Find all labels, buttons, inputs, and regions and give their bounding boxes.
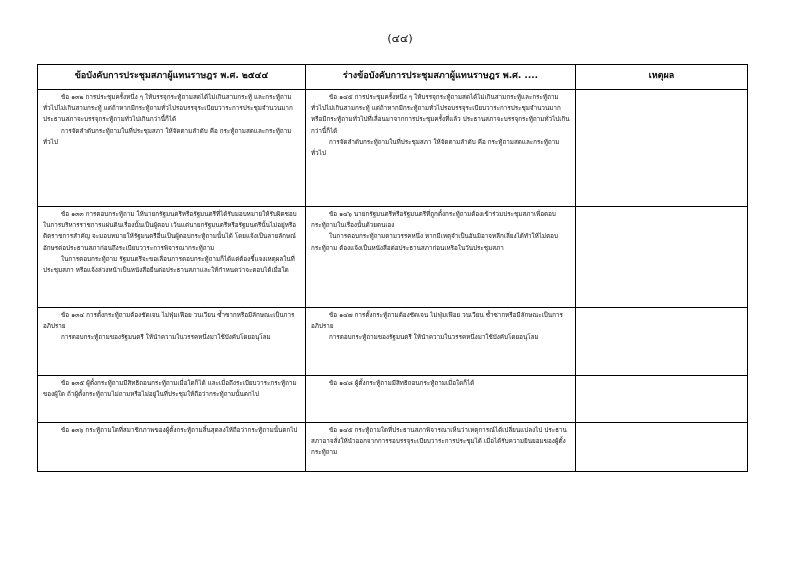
draft-rule-cell	[306, 376, 576, 423]
page-number: (๔๔)	[387, 32, 413, 45]
reason-cell	[576, 90, 748, 207]
draft-rule-cell	[306, 207, 576, 308]
current-rule-cell	[38, 90, 306, 207]
draft-rule-cell	[306, 308, 576, 376]
clause-text: การจัดลำดับกระทู้ถามในที่ประชุมสภา ให้จัดตามลำดับ คือ กระทู้ถามสดและกระทู้ถามทั่วไป	[43, 127, 292, 146]
table-row	[38, 308, 748, 376]
clause-text: การจัดลำดับกระทู้ถามในที่ประชุมสภา ให้จัดตามลำดับ คือ กระทู้ถามสดและกระทู้ถามทั่วไป	[311, 138, 560, 158]
clause-text: ข้อ ๑๓๓ การตอบกระทู้ถาม ให้นายกรัฐมนตรีหรือรัฐมนตรีที่ได้รับมอบหมายให้รับผิดชอบในการบริหารราชการแผ่นดินเรื่องนั้นเป็นผู้ตอบ เว้นแต่นายกรัฐมนตรีหรือรัฐมนตรีนั้นไม่อยู่หรือติดราชการสำคัญ จะมอบหมายให้รัฐมนตรีอื่นเป็นผู้ตอบกระทู้ถามนั้นได้ โดยแจ้งเป็นลายลักษณ์อักษรต่อประธานสภาก่อนถึงระเบียบวาระการพิจารณากระทู้ถาม	[43, 211, 297, 252]
current-rule-cell	[38, 207, 306, 308]
reason-cell	[576, 423, 748, 472]
table-row	[38, 423, 748, 472]
comparison-table	[37, 64, 748, 472]
clause-text: ข้อ ๑๓๒ การประชุมครั้งหนึ่ง ๆ ให้บรรจุกระทู้ถามสดได้ไม่เกินสามกระทู้ และกระทู้ถามทั่วไปไม่เกินสามกระทู้ แต่ถ้าหากมีกระทู้ถามทั่วไปรอบรรจุระเบียบวาระการประชุมจำนวนมาก ประธานสภาจะบรรจุกระทู้ถามทั่วไปเกินกว่านี้ก็ได้	[43, 94, 293, 124]
reason-cell	[576, 376, 748, 423]
clause-text: ข้อ ๑๔๕ การประชุมครั้งหนึ่ง ๆ ให้บรรจุกระทู้ถามสดได้ไม่เกินสามกระทู้และกระทู้ถามทั่วไปไม่เกินสามกระทู้ แต่ถ้าหากมีกระทู้ถามทั่วไปรอบรรจุระเบียบวาระการประชุมจำนวนมากหรือมีกระทู้ถามทั่วไปที่เลื่อนมาจากการประชุมครั้งที่แล้ว ประธานสภาจะบรรจุกระทู้ถามทั่วไปเกินกว่านี้ก็ได้	[311, 94, 570, 135]
clause-text: ข้อ ๑๔๘ ผู้ตั้งกระทู้ถามมีสิทธิถอนกระทู้ถามเมื่อใดก็ได้	[329, 380, 475, 387]
draft-rule-cell	[306, 423, 576, 472]
header-draft-rules: ร่างข้อบังคับการประชุมสภาผู้แทนราษฎร พ.ศ. ....	[306, 65, 576, 90]
clause-text: การตอบกระทู้ถามของรัฐมนตรี ให้นำความในวรรคหนึ่งมาใช้บังคับโดยอนุโลม	[61, 334, 271, 342]
clause-text: ข้อ ๑๓๕ ผู้ตั้งกระทู้ถามมีสิทธิถอนกระทู้ถามเมื่อใดก็ได้ และเมื่อถึงระเบียบวาระกระทู้ถามของผู้ใด ถ้าผู้ตั้งกระทู้ถามไม่ถามหรือไม่อยู่ในที่ประชุมให้ถือว่ากระทู้ถามนั้นตกไป	[43, 380, 297, 399]
header-reason: เหตุผล	[576, 65, 748, 90]
draft-rule-cell	[306, 90, 576, 207]
current-rule-cell	[38, 376, 306, 423]
table-row	[38, 376, 748, 423]
clause-text: ข้อ ๑๓๖ กระทู้ถามใดที่สมาชิกภาพของผู้ตั้งกระทู้ถามสิ้นสุดลงให้ถือว่ากระทู้ถามนั้นตกไป	[61, 427, 298, 434]
current-rule-cell	[38, 308, 306, 376]
table-row	[38, 207, 748, 308]
clause-text: ในการตอบกระทู้ถามตามวรรคหนึ่ง หากมีเหตุจำเป็นอันมิอาจหลีกเลี่ยงได้ทำให้ไม่ตอบกระทู้ถาม ต้องแจ้งเป็นหนังสือต่อประธานสภาก่อนเหริอในวันประชุมสภา	[311, 233, 558, 252]
clause-text: การตอบกระทู้ถามของรัฐมนตรี ให้นำความในวรรคหนึ่งมาใช้บังคับโดยอนุโลม	[329, 334, 539, 342]
clause-text: ในการตอบกระทู้ถาม รัฐมนตรีจะขอเลื่อนการตอบกระทู้ถามก็ได้แต่ต้องชี้แจงเหตุผลในที่ประชุมสภา หรือแจ้งล่วงหน้าเป็นหนังสือยื่นต่อประธานสภาและให้กำหนดว่าจะตอบได้เมื่อใด	[43, 255, 295, 275]
clause-text: ข้อ ๑๓๔ การตั้งกระทู้ถามต้องชัดเจน ไม่ฟุ่มเฟือย วนเวียน ซ้ำซากหรือมีลักษณะเป็นการอภิปราย	[43, 312, 295, 331]
reason-cell	[576, 308, 748, 376]
header-current-rules: ข้อบังคับการประชุมสภาผู้แทนราษฎร พ.ศ. ๒๕๔๔	[38, 65, 306, 90]
current-rule-cell	[38, 423, 306, 472]
table-row	[38, 90, 748, 207]
clause-text: ข้อ ๑๔๖ นายกรัฐมนตรีหรือรัฐมนตรีที่ถูกตั้งกระทู้ถามต้องเข้าร่วมประชุมสภาเพื่อตอบกระทู้ถามในเรื่องนั้นด้วยตนเอง	[311, 211, 556, 230]
table-header-row	[38, 65, 748, 90]
clause-text: ข้อ ๑๔๗ การตั้งกระทู้ถามต้องชัดเจน ไม่ฟุ่มเฟือย วนเวียน ซ้ำซากหรือมีลักษณะเป็นการอภิปราย	[311, 312, 563, 331]
clause-text: ข้อ ๑๔๕ กระทู้ถามใดที่ประธานสภาพิจารณาเห็นว่าเหตุการณ์ได้เปลี่ยนแปลงไป ประธานสภาอาจสั่งให้นำออกจากการรอบรรจุระเบียบวาระการประชุมได้ เมื่อได้รับความยินยอมของผู้ตั้งกระทู้ถาม	[311, 427, 567, 457]
reason-cell	[576, 207, 748, 308]
